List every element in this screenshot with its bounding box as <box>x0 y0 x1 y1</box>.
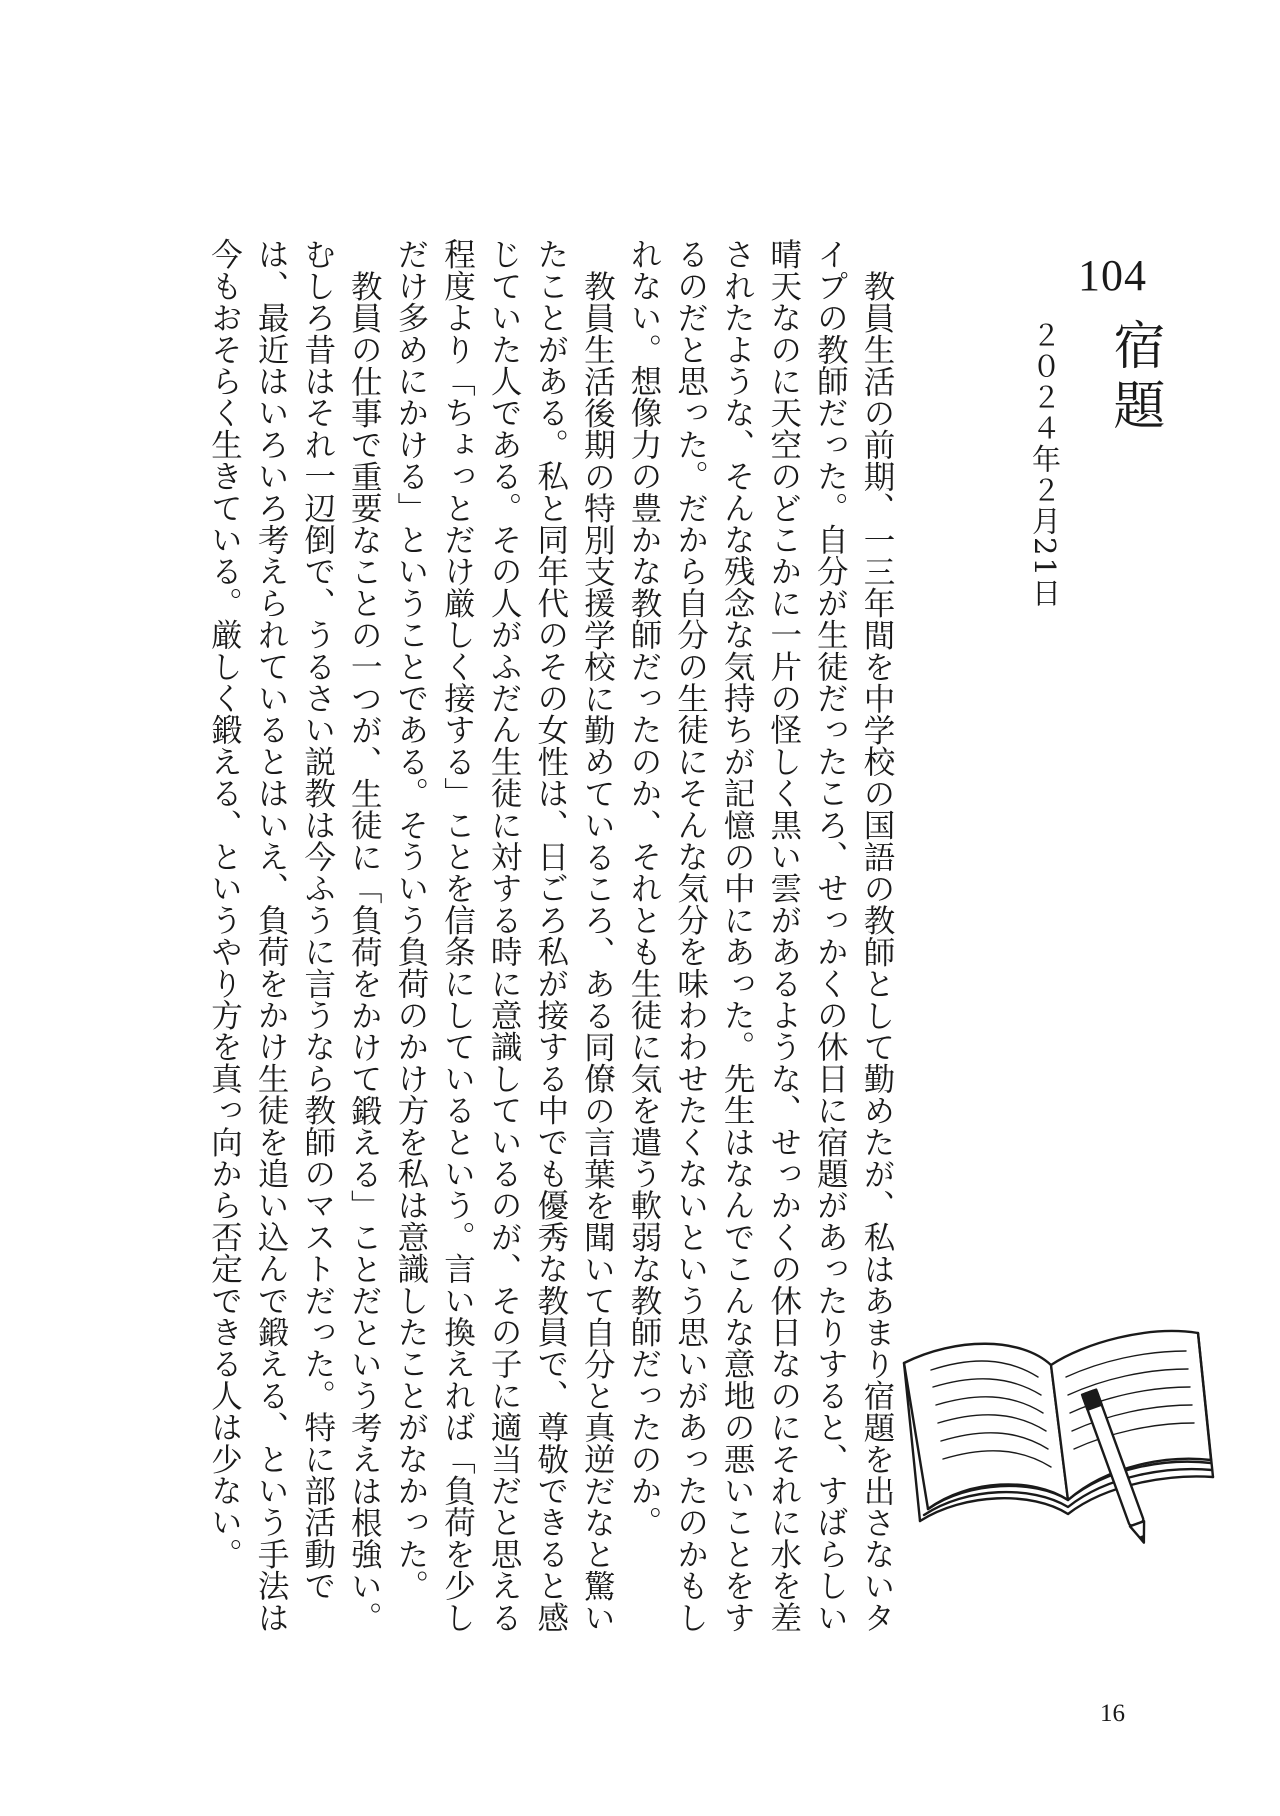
page-number: 16 <box>1100 1700 1125 1727</box>
essay-date: ２０２４年２月21日 <box>1028 320 1062 609</box>
essay-body <box>178 238 900 1648</box>
paragraph: 教員の仕事で重要なことの一つが、生徒に「負荷をかけて鍛える」ことだという考えは根強い。むしろ昔はそれ一辺倒で、うるさい説教は今ふうに言うなら教師のマストだった。特に部活動では、最近はいろいろ考えられているとはいえ、負荷をかけ生徒を追い込んで鍛える、という手法は今もおそらく生きている。厳しく鍛える、というやり方を真っ向から否定できる人は少ない。 <box>206 238 383 1633</box>
open-book-with-pencil-illustration <box>886 1295 1216 1550</box>
paragraph: 教員生活後期の特別支援学校に勤めているころ、ある同僚の言葉を聞いて自分と真逆だなと驚いたことがある。私と同年代のその女性は、日ごろ私が接する中でも優秀な教員で、尊敬できると感じていた人である。その人がふだん生徒に対する時に意識しているのが、その子に適当だと思える程度より「ちょっとだけ厳しく接する」ことを信条にしているという。言い換えれば「負荷を少しだけ多めにかける」ということである。そういう負荷のかけ方を私は意識したことがなかった。 <box>392 238 616 1633</box>
essay-number: 104 <box>1078 251 1147 300</box>
essay-title: 宿題 <box>1104 318 1164 438</box>
paragraph: 教員生活の前期、一三年間を中学校の国語の教師として勤めたが、私はあまり宿題を出さないタイプの教師だった。自分が生徒だったころ、せっかくの休日に宿題があったりすると、すばらしい晴天なのに天空のどこかに一片の怪しく黒い雲があるような、せっかくの休日なのにそれに水を差されたような、そんな残念な気持ちが記憶の中にあった。先生はなんでこんな意地の悪いことをするのだと思った。だから自分の生徒にそんな気分を味わわせたくないという思いがあったのかもしれない。想像力の豊かな教師だったのか、それとも生徒に気を遣う軟弱な教師だったのか。 <box>625 238 895 1633</box>
